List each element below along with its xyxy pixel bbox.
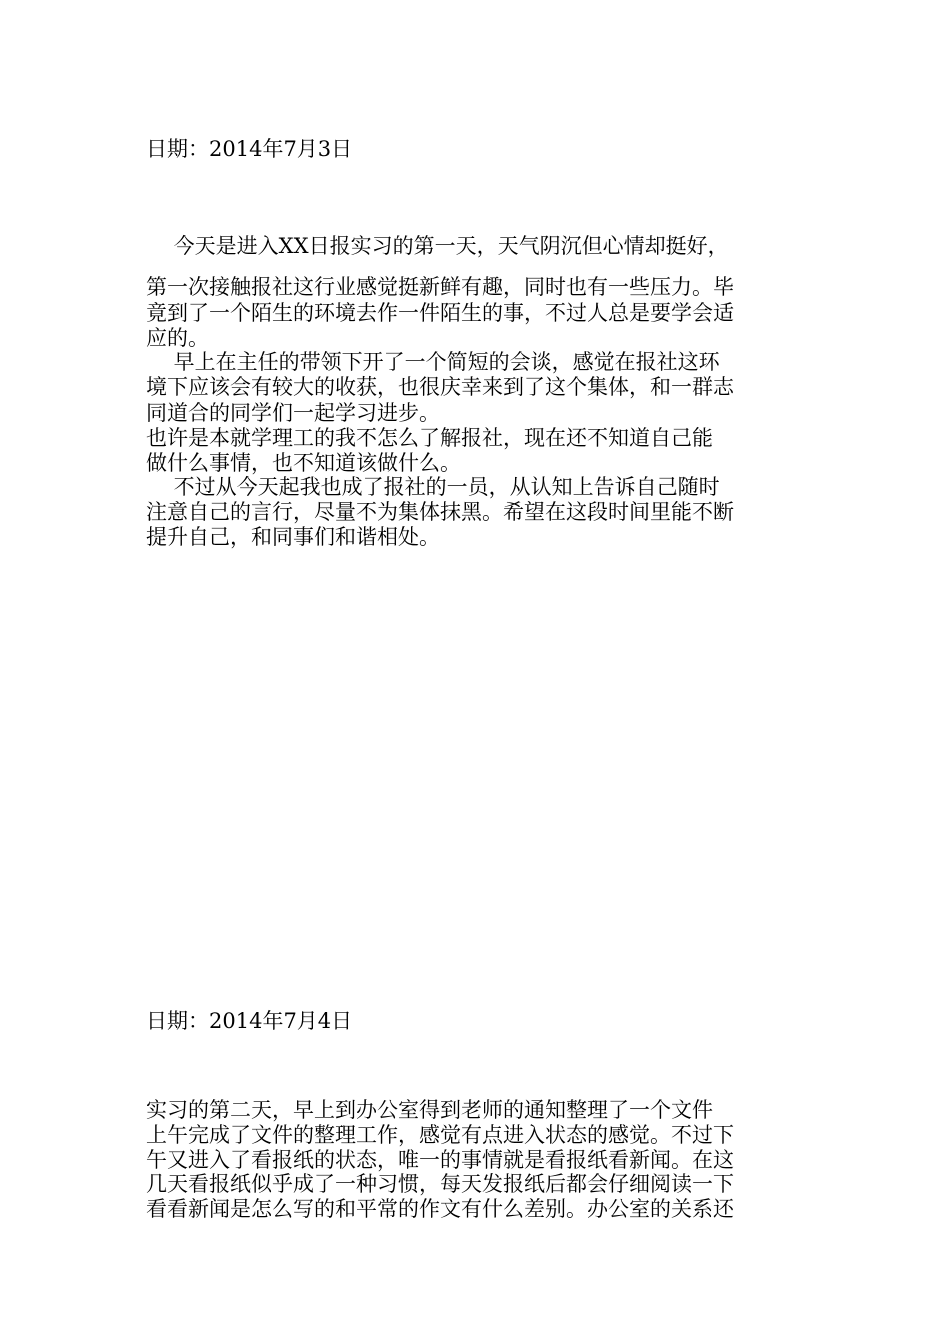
paragraph-line: 看看新闻是怎么写的和平常的作文有什么差别。办公室的关系还 [146, 1197, 734, 1221]
paragraph-line: 上午完成了文件的整理工作，感觉有点进入状态的感觉。不过下 [146, 1123, 734, 1147]
paragraph-line: 实习的第二天，早上到办公室得到老师的通知整理了一个文件 [146, 1098, 713, 1122]
paragraph-line: 第一次接触报社这行业感觉挺新鲜有趣，同时也有一些压力。毕 [146, 275, 734, 299]
paragraph-line: 提升自己，和同事们和谐相处。 [146, 525, 440, 549]
paragraph-line: 注意自己的言行，尽量不为集体抹黑。希望在这段时间里能不断 [146, 500, 734, 524]
entry-date: 日期：2014年7月3日 [146, 137, 353, 161]
paragraph-line: 几天看报纸似乎成了一种习惯，每天发报纸后都会仔细阅读一下 [146, 1172, 734, 1196]
paragraph-line: 同道合的同学们一起学习进步。 [146, 401, 440, 425]
paragraph-line: 竟到了一个陌生的环境去作一件陌生的事，不过人总是要学会适 [146, 301, 734, 325]
paragraph-line: 境下应该会有较大的收获，也很庆幸来到了这个集体，和一群志 [146, 375, 734, 399]
paragraph-line: 应的。 [146, 326, 209, 350]
paragraph-line: 早上在主任的带领下开了一个简短的会谈，感觉在报社这环 [146, 350, 720, 374]
entry-date: 日期：2014年7月4日 [146, 1009, 353, 1033]
paragraph-line: 今天是进入XX日报实习的第一天，天气阴沉但心情却挺好， [146, 234, 729, 258]
paragraph-line: 做什么事情，也不知道该做什么。 [146, 451, 461, 475]
paragraph-line: 午又进入了看报纸的状态，唯一的事情就是看报纸看新闻。在这 [146, 1148, 734, 1172]
paragraph-line: 不过从今天起我也成了报社的一员，从认知上告诉自己随时 [146, 475, 720, 499]
paragraph-line: 也许是本就学理工的我不怎么了解报社，现在还不知道自己能 [146, 426, 713, 450]
